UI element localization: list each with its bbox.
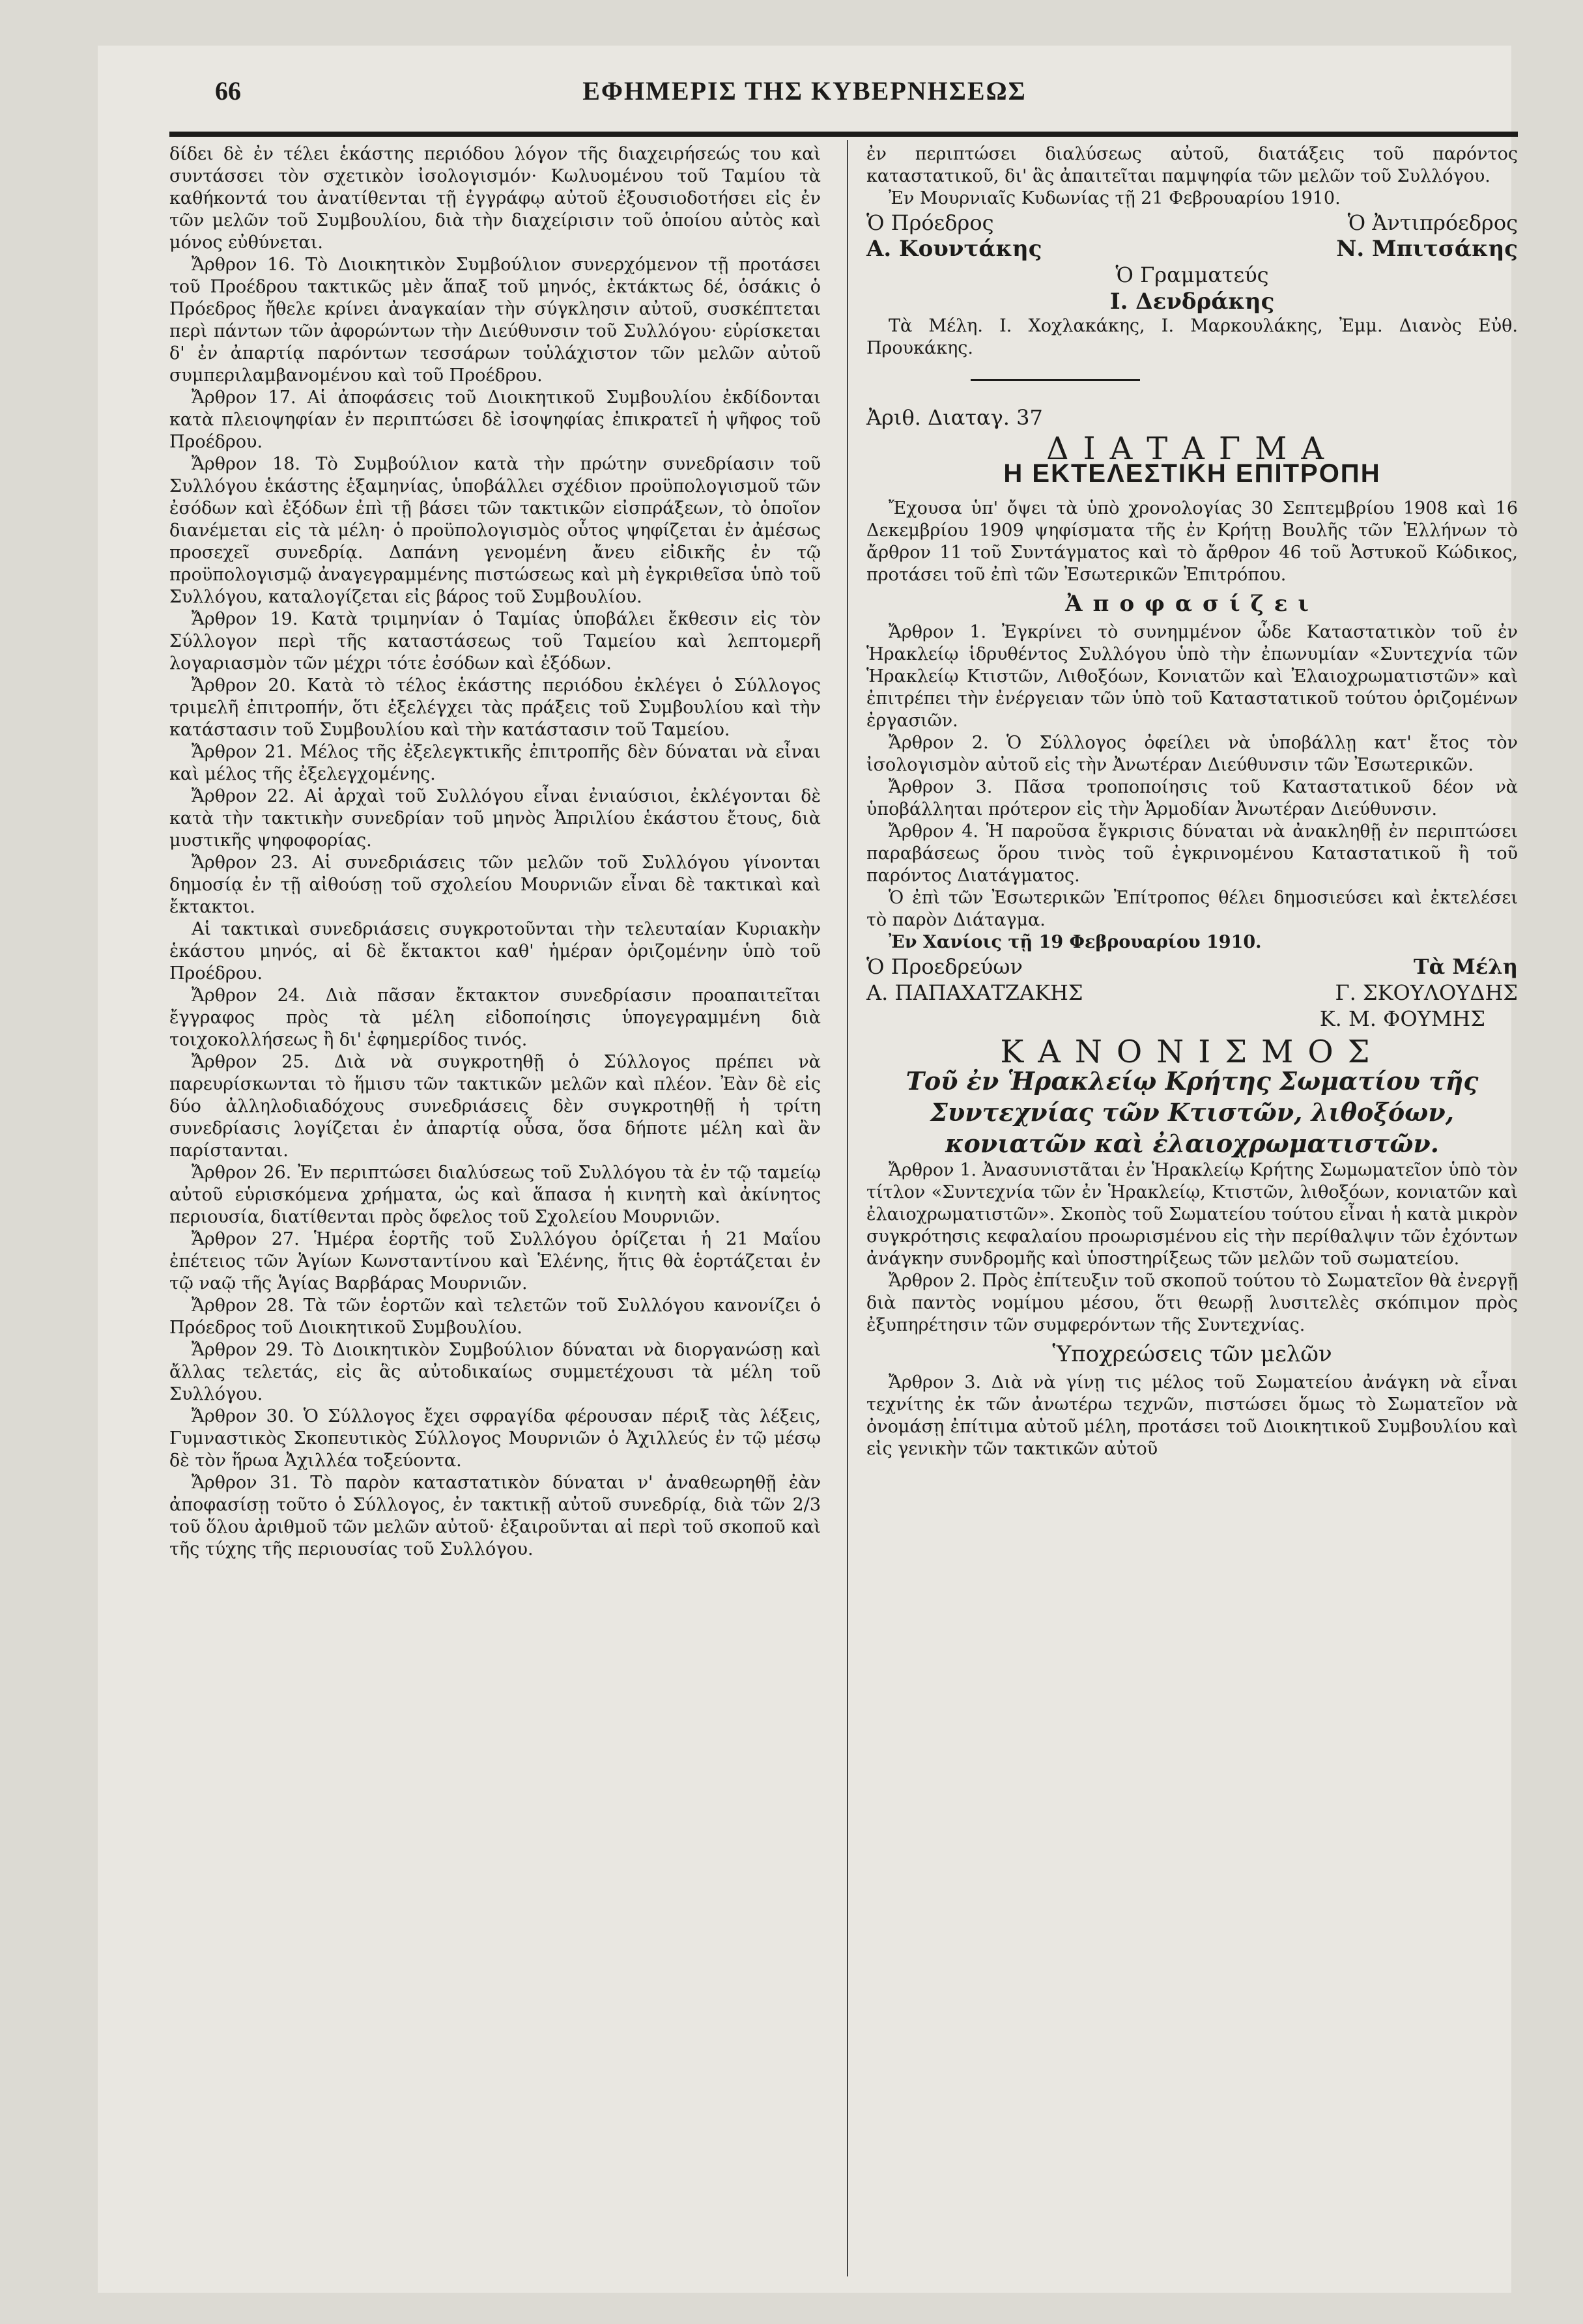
vice-president-name: Ν. Μπιτσάκης <box>1336 236 1518 262</box>
members-line: Τὰ Μέλη. Ι. Χοχλακάκης, Ι. Μαρκουλάκης, Ἐμμ. Διανὸς Εὐθ. Προυκάκης. <box>866 316 1518 358</box>
regulation-title: ΚΑΝΟΝΙΣΜΟΣ <box>1000 1034 1384 1070</box>
secretary-name: Ι. Δενδράκης <box>1109 289 1275 315</box>
members-title: Τὰ Μέλη <box>1413 954 1518 979</box>
chair-name: Α. ΠΑΠΑΧΑΤΖΑΚΗΣ <box>866 980 1083 1005</box>
decides-heading: Ἀποφασίζει <box>1065 591 1319 617</box>
column-divider <box>847 140 848 2276</box>
article-26: Ἄρθρον 26. Ἐν περιπτώσει διαλύσεως τοῦ Συλλόγου τὰ ἐν τῷ ταμείῳ αὐτοῦ εὑρισκόμενα χρήματα, ὡς καὶ ἅπασα ἡ κινητὴ καὶ ἀκίνητος περιουσία, διατίθενται πρὸς ὄφελος τοῦ Σχολείου Μουρνιῶν. <box>169 1163 821 1227</box>
vice-president-title: Ὁ Ἀντιπρόεδρος <box>1347 210 1518 235</box>
decree-signature-names <box>866 980 1518 1006</box>
regulation-article-1: Ἄρθρον 1. Ἀνασυνιστᾶται ἐν Ἡρακλείῳ Κρήτης Σωμωματεῖον ὑπὸ τὸν τίτλον «Συντεχνία τῶν ἐν Ἡρακλείῳ, Κτιστῶν, λιθοξόων, κονιατῶν καὶ ἐλαιοχρωματιστῶν». Σκοπὸς τοῦ Σωματείου τούτου εἶναι ἡ κατὰ μικρὸν συγκρότησις κεφαλαίου προωρισμένου εἰς τὴν περίθαλψιν τῶν ἐχόντων ἀνάγκην συνδρομῆς καὶ ὑποστηρίξεως τῶν μελῶν τοῦ σωματείου. <box>866 1160 1518 1269</box>
decree-date: Ἐν Χανίοις τῇ 19 Φεβρουαρίου 1910. <box>889 932 1262 952</box>
article-24: Ἄρθρον 24. Διὰ πᾶσαν ἔκτακτον συνεδρίασιν προαπαιτεῖται ἔγγραφος πρὸς τὰ μέλη εἰδοποίησις ὑπογεγραμμένη διὰ τοιχοκολλήσεως ἢ δι' ἐφημερίδος τινός. <box>169 985 821 1050</box>
separator-rule <box>971 379 1140 381</box>
regulation-subtitle: Τοῦ ἐν Ἡρακλείῳ Κρήτης Σωματίου τῆς Συντεχνίας τῶν Κτιστῶν, λιθοξόων, κονιατῶν καὶ ἐλαιοχρωματιστῶν. <box>906 1066 1479 1158</box>
article-16: Ἄρθρον 16. Τὸ Διοικητικὸν Συμβούλιον συνερχόμενον τῇ προτάσει τοῦ Προέδρου τακτικῶς μὲν ἅπαξ τοῦ μηνός, ἐκτάκτως δέ, ὁσάκις ὁ Πρόεδρος ἤθελε κρίνει ἀναγκαίαν τὴν σύγκλησιν αὐτοῦ, συσκέπτεται περὶ πάντων τῶν ἀφορώντων τὴν Διεύθυνσιν τοῦ Συλλόγου· εὑρίσκεται δ' ἐν ἀπαρτίᾳ παρόντων τεσσάρων τοὐλάχιστον τῶν μελῶν αὐτοῦ συμπεριλαμβανομένου καὶ τοῦ Προέδρου. <box>169 255 821 386</box>
regulation-article-2: Ἄρθρον 2. Πρὸς ἐπίτευξιν τοῦ σκοποῦ τούτου τὸ Σωματεῖον θὰ ἐνεργῇ διὰ παντὸς νομίμου μέσου, ὅτι θεωρῇ λυσιτελὲς σκόπιμον πρὸς ἐξυπηρέτησιν τῶν συμφερόντων τῆς Συντεχνίας. <box>866 1271 1518 1335</box>
decree-article-3: Ἄρθρον 3. Πᾶσα τροποποίησις τοῦ Καταστατικοῦ δέον νὰ ὑποβάλληται πρότερον εἰς τὴν Ἁρμοδίαν Ἀνωτέραν Διεύθυνσιν. <box>866 777 1518 819</box>
paragraph: Αἱ τακτικαὶ συνεδριάσεις συγκροτοῦνται τὴν τελευταίαν Κυριακὴν ἑκάστου μηνός, αἱ δὲ ἔκτακτοι καθ' ἡμέραν ὁριζομένην ὑπὸ τοῦ Προέδρου. <box>169 919 821 984</box>
article-20: Ἄρθρον 20. Κατὰ τὸ τέλος ἑκάστης περιόδου ἐκλέγει ὁ Σύλλογος τριμελῆ ἐπιτροπήν, ὅτι ἐξελέγχει τὰς πράξεις τοῦ Συμβουλίου καὶ τὴν κατάστασιν τοῦ Συμβουλίου καὶ τὴν κατάστασιν τοῦ Ταμείου. <box>169 675 821 740</box>
decree-article-4: Ἄρθρον 4. Ἡ παροῦσα ἔγκρισις δύναται νὰ ἀνακληθῇ ἐν περιπτώσει παραβάσεως ὅρου τινὸς τοῦ ἐγκρινομένου Καταστατικοῦ ἢ τοῦ παρόντος Διατάγματος. <box>866 821 1518 886</box>
signature-titles <box>866 210 1518 236</box>
president-name: Α. Κουντάκης <box>866 236 1042 262</box>
decree-signature-titles <box>866 954 1518 980</box>
article-21: Ἄρθρον 21. Μέλος τῆς ἐξελεγκτικῆς ἐπιτροπῆς δὲν δύναται νὰ εἶναι καὶ μέλος τῆς ἐξελεγχομένης. <box>169 742 821 784</box>
article-17: Ἄρθρον 17. Αἱ ἀποφάσεις τοῦ Διοικητικοῦ Συμβουλίου ἐκδίδονται κατὰ πλειοψηφίαν ἐν περιπτώσει δὲ ἰσοψηφίας ἐπικρατεῖ ἡ ψῆφος τοῦ Προέδρου. <box>169 388 821 452</box>
order-reference: Ἀριθ. Διαταγ. 37 <box>866 405 1043 430</box>
newspaper-page <box>98 46 1518 2293</box>
article-31: Ἄρθρον 31. Τὸ παρὸν καταστατικὸν δύναται ν' ἀναθεωρηθῇ ἐὰν ἀποφασίσῃ τοῦτο ὁ Σύλλογος, ἐν τακτικῇ αὐτοῦ συνεδρίᾳ, διὰ τῶν 2/3 τοῦ ὅλου ἀριθμοῦ τῶν μελῶν αὐτοῦ· ἐξαιροῦνται αἱ περὶ τοῦ σκοποῦ καὶ τῆς τύχης τῆς περιουσίας τοῦ Συλλόγου. <box>169 1473 821 1559</box>
paragraph: δίδει δὲ ἐν τέλει ἑκάστης περιόδου λόγον τῆς διαχειρήσεώς του καὶ συντάσσει τὸν σχετικὸν ἰσολογισμόν· Κωλυομένου τοῦ Ταμίου τὰ καθήκοντά του ἀνατίθενται τῇ ἐγγράφῳ αὐτοῦ ἐξουσιοδοτήσει εἰς ἐν τῶν μελῶν τοῦ Συμβουλίου, διὰ τὴν διαχείρισιν τοῦ ὁποίου αὐτὸς καὶ μόνος εὐθύνεται. <box>169 144 821 253</box>
member-1-name: Γ. ΣΚΟΥΛΟΥΔΗΣ <box>1335 980 1518 1005</box>
signature-names <box>866 236 1518 262</box>
right-column <box>866 143 1518 1460</box>
secretary-title: Ὁ Γραμματεύς <box>1115 262 1269 287</box>
president-title: Ὁ Πρόεδρος <box>866 210 994 235</box>
article-28: Ἄρθρον 28. Τὰ τῶν ἑορτῶν καὶ τελετῶν τοῦ Συλλόγου κανονίζει ὁ Πρόεδρος τοῦ Διοικητικοῦ Συμβουλίου. <box>169 1296 821 1338</box>
date-line: Ἐν Μουρνιαῖς Κυδωνίας τῇ 21 Φεβρουαρίου 1910. <box>889 188 1341 208</box>
article-19: Ἄρθρον 19. Κατὰ τριμηνίαν ὁ Ταμίας ὑποβάλει ἔκθεσιν εἰς τὸν Σύλλογον περὶ τῆς καταστάσεως τοῦ Ταμείου καὶ λεπτομερῆ λογαριασμὸν τῶν μέχρι τότε ἐσόδων καὶ ἐξόδων. <box>169 609 821 673</box>
page-header <box>98 72 1511 124</box>
page-number: 66 <box>215 76 241 106</box>
article-23: Ἄρθρον 23. Αἱ συνεδριάσεις τῶν μελῶν τοῦ Συλλόγου γίνονται δημοσίᾳ ἐν τῇ αἰθούσῃ τοῦ σχολείου Μουρνιῶν εἶναι δὲ τακτικαὶ καὶ ἔκτακτοι. <box>169 853 821 917</box>
article-25: Ἄρθρον 25. Διὰ νὰ συγκροτηθῇ ὁ Σύλλογος πρέπει νὰ παρευρίσκωνται τὸ ἥμισυ τῶν τακτικῶν μελῶν καὶ πλέον. Ἐὰν δὲ εἰς δύο ἀλληλοδιαδόχους συνεδριάσεις δὲν συγκροτηθῇ ἡ τρίτη συνεδρίασις λογίζεται ἐν ἀπαρτίᾳ οὖσα, ὅσα δήποτε μέλη καὶ ἂν παρίστανται. <box>169 1052 821 1161</box>
decree-article-2: Ἄρθρον 2. Ὁ Σύλλογος ὀφείλει νὰ ὑποβάλλῃ κατ' ἔτος τὸν ἰσολογισμὸν αὐτοῦ εἰς τὴν Ἀνωτέραν Διεύθυνσιν τῶν Ἐσωτερικῶν. <box>866 733 1518 775</box>
article-29: Ἄρθρον 29. Τὸ Διοικητικὸν Συμβούλιον δύναται νὰ διοργανώσῃ καὶ ἄλλας τελετάς, εἰς ἃς αὐτοδικαίως συμμετέχουσι τὰ μέλη τοῦ Συλλόγου. <box>169 1340 821 1404</box>
decree-closing: Ὁ ἐπὶ τῶν Ἐσωτερικῶν Ἐπίτροπος θέλει δημοσιεύσει καὶ ἐκτελέσει τὸ παρὸν Διάταγμα. <box>866 888 1518 930</box>
article-27: Ἄρθρον 27. Ἡμέρα ἑορτῆς τοῦ Συλλόγου ὁρίζεται ἡ 21 Μαΐου ἐπέτειος τῶν Ἁγίων Κωνσταντίνου καὶ Ἑλένης, ἥτις θὰ ἑορτάζεται ἐν τῷ ναῷ τῆς Ἁγίας Βαρβάρας Μουρνιῶν. <box>169 1229 821 1294</box>
regulation-article-3: Ἄρθρον 3. Διὰ νὰ γίνῃ τις μέλος τοῦ Σωματείου ἀνάγκη νὰ εἶναι τεχνίτης ἐκ τῶν ἀνωτέρω τεχνῶν, πιστώσει ὅμως τὸ Σωματεῖον νὰ ὀνομάσῃ ἐπίτιμα αὐτοῦ μέλη, προτάσει τοῦ Διοικητικοῦ Συμβουλίου καὶ εἰς γενικὴν τῶν τακτικῶν αὐτοῦ <box>866 1372 1518 1459</box>
article-18: Ἄρθρον 18. Τὸ Συμβούλιον κατὰ τὴν πρώτην συνεδρίασιν τοῦ Συλλόγου ἑκάστης ἑξαμηνίας, ὑποβάλλει σχέδιον προϋπολογισμοῦ τῶν ἐσόδων καὶ ἐξόδων ἐπὶ τῇ βάσει τῶν τακτικῶν εἰσπράξεων, τὸ ὁποῖον διανέμεται εἰς τὰ μέλη· ὁ προϋπολογισμὸς οὗτος ψηφίζεται ἐν ἀμέσως προσεχεῖ συνεδρίᾳ. Δαπάνη γενομένη ἄνευ εἰδικῆς ἐν τῷ προϋπολογισμῷ ἀναγεγραμμένης πιστώσεως καὶ μὴ ἐγκριθεῖσα ὑπὸ τοῦ Συλλόγου, καταλογίζεται εἰς βάρος τοῦ Συμβουλίου. <box>169 454 821 607</box>
header-rule <box>169 132 1518 137</box>
decree-article-1: Ἄρθρον 1. Ἐγκρίνει τὸ συνημμένον ὧδε Καταστατικὸν τοῦ ἐν Ἡρακλείῳ ἱδρυθέντος Συλλόγου ὑπὸ τὴν ἐπωνυμίαν «Συντεχνία τῶν Ἡρακλείῳ Κτιστῶν, Λιθοξόων, Κονιατῶν καὶ Ἐλαιοχρωματιστῶν» καὶ ἐπιτρέπει τὴν ἐνέργειαν τῶν ὑπὸ τοῦ Καταστατικοῦ τούτου ὁριζομένων ἐργασιῶν. <box>866 622 1518 731</box>
decree-preamble: Ἔχουσα ὑπ' ὄψει τὰ ὑπὸ χρονολογίας 30 Σεπτεμβρίου 1908 καὶ 16 Δεκεμβρίου 1909 ψηφίσματα τῆς ἐν Κρήτῃ Βουλῆς τῶν Ἑλλήνων τὸ ἄρθρον 11 τοῦ Συντάγματος καὶ τὸ ἄρθρον 46 τοῦ Ἀστυκοῦ Κώδικος, προτάσει τοῦ ἐπὶ τῶν Ἐσωτερικῶν Ἐπιτρόπου. <box>866 498 1518 585</box>
decree-title: ΔΙΑΤΑΓΜΑ <box>1046 431 1339 467</box>
left-column <box>169 143 821 1561</box>
member-2-name: Κ. Μ. ΦΟΥΜΗΣ <box>1319 1006 1485 1031</box>
obligations-heading: Ὑποχρεώσεις τῶν μελῶν <box>1052 1341 1332 1367</box>
decree-authority: Η ΕΚΤΕΛΕΣΤΙΚΗ ΕΠΙΤΡΟΠΗ <box>1003 459 1381 488</box>
article-30: Ἄρθρον 30. Ὁ Σύλλογος ἔχει σφραγίδα φέρουσαν πέριξ τὰς λέξεις, Γυμναστικὸς Σκοπευτικὸς Σύλλογος Μουρνιῶν ὁ Ἀχιλλεύς ἐν τῷ μέσῳ δὲ τὸν ἥρωα Ἀχιλλέα τοξεύοντα. <box>169 1406 821 1471</box>
article-22: Ἄρθρον 22. Αἱ ἀρχαὶ τοῦ Συλλόγου εἶναι ἐνιαύσιοι, ἐκλέγονται δὲ κατὰ τὴν τακτικὴν συνεδρίαν τοῦ μηνὸς Ἀπριλίου ἑκάστου ἔτους, διὰ μυστικῆς ψηφοφορίας. <box>169 786 821 851</box>
journal-title: ΕΦΗΜΕΡΙΣ ΤΗΣ ΚΥΒΕΡΝΗΣΕΩΣ <box>582 76 1027 106</box>
paragraph: ἐν περιπτώσει διαλύσεως αὐτοῦ, διατάξεις τοῦ παρόντος καταστατικοῦ, δι' ἃς ἀπαιτεῖται παμψηφία τῶν μελῶν τοῦ Συλλόγου. <box>866 144 1518 186</box>
chair-title: Ὁ Προεδρεύων <box>866 954 1023 979</box>
